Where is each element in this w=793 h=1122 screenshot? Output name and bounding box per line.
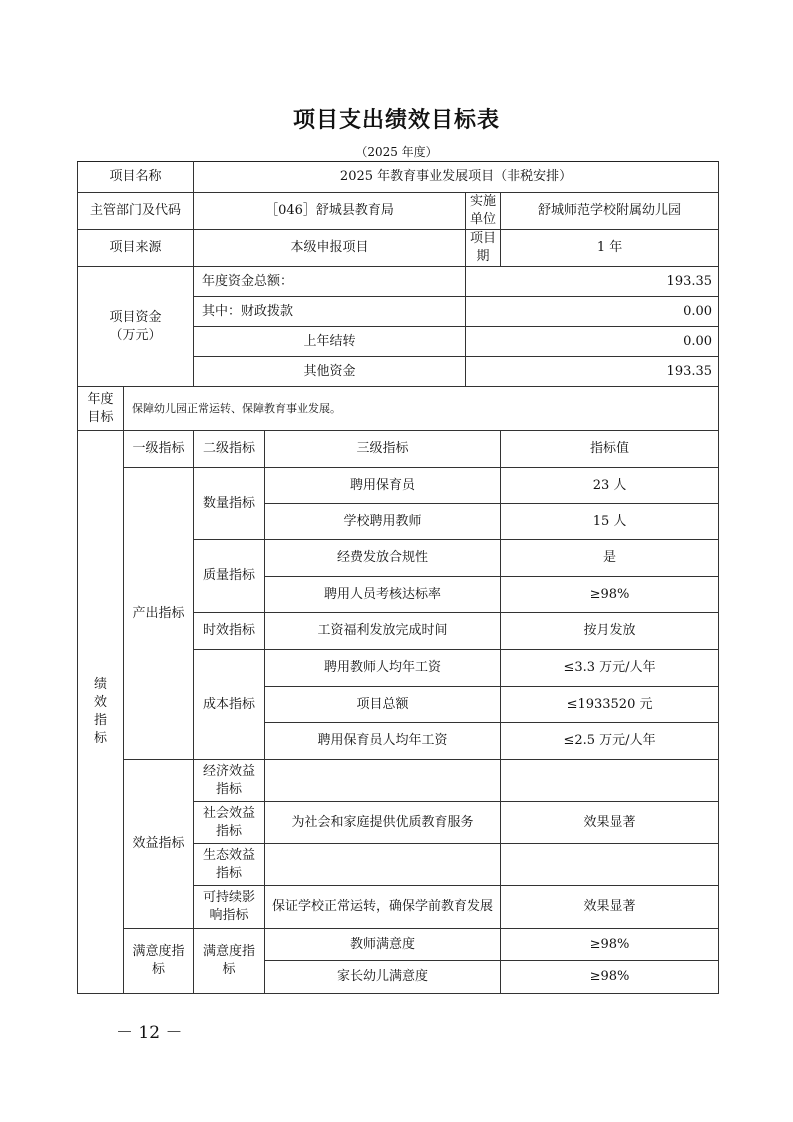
- document-title: 项目支出绩效目标表: [292, 108, 500, 133]
- indicator-value: [501, 760, 719, 802]
- indicator-name: 聘用保育员人均年工资: [265, 723, 501, 760]
- funds-total-value: 193.35: [466, 267, 719, 297]
- implementing-unit-label: 实施单位: [466, 193, 501, 230]
- funds-total-label: 年度资金总额：: [194, 267, 466, 297]
- indicator-name: 家长幼儿满意度: [265, 961, 501, 994]
- indicator-value: ≤3.3 万元/人年: [501, 650, 719, 687]
- performance-target-table: [77, 161, 719, 994]
- period-label: 项目期: [466, 230, 501, 267]
- benefit-indicator-label: 效益指标: [124, 760, 194, 929]
- indicator-value: ≥98%: [501, 577, 719, 613]
- table-row: [78, 468, 719, 504]
- source-value: 本级申报项目: [194, 230, 466, 267]
- sustainable-impact-label: 可持续影 响指标: [194, 886, 265, 929]
- performance-indicator-label: 绩 效 指 标: [78, 431, 124, 994]
- table-row: [78, 760, 719, 802]
- indicator-name: 聘用人员考核达标率: [265, 577, 501, 613]
- satisfaction-sub-label: 满意度指 标: [194, 929, 265, 994]
- funds-other-label: 其他资金: [194, 357, 466, 387]
- indicator-value: ≥98%: [501, 929, 719, 961]
- department-label: 主管部门及代码: [78, 193, 194, 230]
- social-benefit-label: 社会效益 指标: [194, 802, 265, 844]
- indicator-name: 为社会和家庭提供优质教育服务: [265, 802, 501, 844]
- header-level2: 二级指标: [194, 431, 265, 468]
- indicator-name: 聘用教师人均年工资: [265, 650, 501, 687]
- indicator-value: ≥98%: [501, 961, 719, 994]
- output-indicator-label: 产出指标: [124, 468, 194, 760]
- project-name-label: 项目名称: [78, 162, 194, 193]
- indicator-name: [265, 760, 501, 802]
- economic-benefit-label: 经济效益 指标: [194, 760, 265, 802]
- indicator-value: ≤1933520 元: [501, 687, 719, 723]
- indicator-name: 保证学校正常运转，确保学前教育发展: [265, 886, 501, 929]
- project-name-value: 2025 年教育事业发展项目（非税安排）: [194, 162, 719, 193]
- indicator-name: 聘用保育员: [265, 468, 501, 504]
- satisfaction-indicator-label: 满意度指 标: [124, 929, 194, 994]
- source-label: 项目来源: [78, 230, 194, 267]
- page-number: － 12 －: [116, 1023, 183, 1043]
- timeliness-indicator-label: 时效指标: [194, 613, 265, 650]
- source-row: [78, 230, 719, 267]
- indicator-name: 工资福利发放完成时间: [265, 613, 501, 650]
- table-row: [78, 929, 719, 961]
- quantity-indicator-label: 数量指标: [194, 468, 265, 540]
- indicator-name: 学校聘用教师: [265, 504, 501, 540]
- indicator-value: 是: [501, 540, 719, 577]
- indicator-value: ≤2.5 万元/人年: [501, 723, 719, 760]
- cost-indicator-label: 成本指标: [194, 650, 265, 760]
- indicator-header-row: [78, 431, 719, 468]
- indicator-value: [501, 844, 719, 886]
- indicator-name: [265, 844, 501, 886]
- indicator-value: 效果显著: [501, 802, 719, 844]
- indicator-value: 效果显著: [501, 886, 719, 929]
- indicator-value: 15 人: [501, 504, 719, 540]
- header-level3: 三级指标: [265, 431, 501, 468]
- funds-fiscal-value: 0.00: [466, 297, 719, 327]
- document-year: （2025 年度）: [355, 145, 438, 159]
- annual-goal-label: 年度 目标: [78, 387, 124, 431]
- period-value: 1 年: [501, 230, 719, 267]
- funds-fiscal-label: 其中：财政拨款: [194, 297, 466, 327]
- header-value: 指标值: [501, 431, 719, 468]
- indicator-name: 教师满意度: [265, 929, 501, 961]
- funds-carry-value: 0.00: [466, 327, 719, 357]
- funds-carry-label: 上年结转: [194, 327, 466, 357]
- project-name-row: [78, 162, 719, 193]
- funds-other-value: 193.35: [466, 357, 719, 387]
- indicator-name: 项目总额: [265, 687, 501, 723]
- funds-total-row: [78, 267, 719, 297]
- indicator-value: 按月发放: [501, 613, 719, 650]
- indicator-name: 经费发放合规性: [265, 540, 501, 577]
- header-level1: 一级指标: [124, 431, 194, 468]
- annual-goal-row: [78, 387, 719, 431]
- funds-label: 项目资金 （万元）: [78, 267, 194, 387]
- quality-indicator-label: 质量指标: [194, 540, 265, 613]
- department-row: [78, 193, 719, 230]
- annual-goal-text: 保障幼儿园正常运转、保障教育事业发展。: [124, 387, 719, 431]
- ecological-benefit-label: 生态效益 指标: [194, 844, 265, 886]
- department-value: ［046］舒城县教育局: [194, 193, 466, 230]
- indicator-value: 23 人: [501, 468, 719, 504]
- implementing-unit-value: 舒城师范学校附属幼儿园: [501, 193, 719, 230]
